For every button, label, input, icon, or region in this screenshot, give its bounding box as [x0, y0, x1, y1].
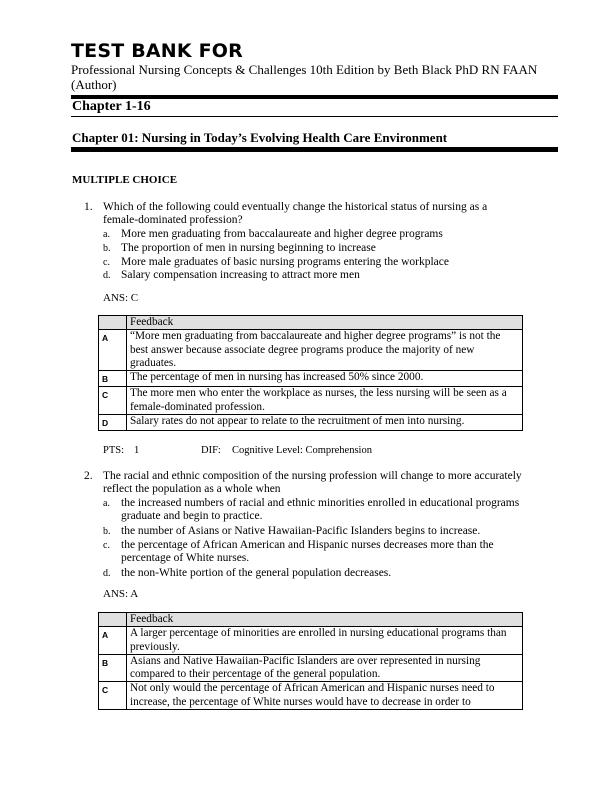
pts-label: PTS: — [103, 445, 125, 456]
option-letter: a. — [103, 498, 110, 509]
feedback-header: Feedback — [127, 613, 523, 627]
feedback-row — [99, 682, 523, 710]
feedback-row — [99, 387, 523, 415]
question-number: 1. — [84, 201, 93, 213]
option-text: the percentage of African American and Hispanic nurses decreases more than the percentage of White nurses. — [121, 539, 494, 565]
feedback-header-row — [99, 613, 523, 627]
chapter-range-rule — [71, 116, 558, 117]
question-2 — [72, 470, 542, 580]
option-letter: a. — [103, 229, 110, 240]
question-number: 2. — [84, 470, 93, 482]
feedback-letter: C — [99, 682, 127, 710]
section-heading: MULTIPLE CHOICE — [72, 174, 178, 186]
feedback-header-row — [99, 316, 523, 330]
feedback-text: Salary rates do not appear to relate to the recruitment of men into nursing. — [127, 415, 523, 431]
question-stem: Which of the following could eventually change the historical status of nursing as a female-dominated profession? — [103, 201, 488, 227]
feedback-text: A larger percentage of minorities are enrolled in nursing educational programs than previously. — [127, 627, 523, 655]
feedback-row — [99, 330, 523, 371]
option-text: the non-White portion of the general population decreases. — [121, 567, 392, 579]
feedback-text: Asians and Native Hawaiian-Pacific Islanders are over represented in nursing compared to their percentage of the general population. — [127, 654, 523, 682]
chapter-title-rule — [71, 147, 558, 152]
dif-value: Cognitive Level: Comprehension — [232, 445, 372, 456]
book-subtitle: Professional Nursing Concepts & Challenges 10th Edition by Beth Black PhD RN FAAN (Author) — [71, 62, 538, 92]
option-text: More men graduating from baccalaureate and higher degree programs — [121, 228, 443, 240]
chapter-range: Chapter 1-16 — [72, 99, 151, 114]
feedback-letter: D — [99, 415, 127, 431]
feedback-header: Feedback — [127, 316, 523, 330]
feedback-letter: A — [99, 330, 127, 371]
feedback-text: “More men graduating from baccalaureate and higher degree programs” is not the best answer because associate degree programs produce the majority of new graduates. — [127, 330, 523, 371]
pts-value: 1 — [134, 445, 140, 456]
answer-key: ANS: A — [103, 588, 139, 600]
option-text: The proportion of men in nursing beginning to increase — [121, 242, 376, 254]
option-letter: c. — [103, 540, 110, 551]
feedback-text: The more men who enter the workplace as nurses, the less nursing will be seen as a female-dominated profession. — [127, 387, 523, 415]
feedback-letter: C — [99, 387, 127, 415]
option-letter: b. — [103, 243, 111, 254]
option-text: Salary compensation increasing to attract more men — [121, 269, 360, 281]
feedback-table — [98, 612, 523, 710]
question-1 — [72, 201, 542, 281]
option-text: the number of Asians or Native Hawaiian-Pacific Islanders begins to increase. — [121, 525, 481, 537]
answer-key: ANS: C — [103, 292, 139, 304]
feedback-row — [99, 415, 523, 431]
feedback-letter: A — [99, 627, 127, 655]
option-letter: d. — [103, 270, 111, 281]
feedback-text: Not only would the percentage of African American and Hispanic nurses need to increase, the percentage of White nurses would have to decrease in order to — [127, 682, 523, 710]
option-letter: b. — [103, 526, 111, 537]
chapter-title: Chapter 01: Nursing in Today’s Evolving Health Care Environment — [72, 130, 448, 145]
option-letter: d. — [103, 568, 111, 579]
feedback-row — [99, 654, 523, 682]
feedback-row — [99, 371, 523, 387]
option-text: More male graduates of basic nursing programs entering the workplace — [121, 256, 449, 268]
document-title: TEST BANK FOR — [71, 40, 243, 62]
feedback-letter: B — [99, 371, 127, 387]
feedback-row — [99, 627, 523, 655]
feedback-text: The percentage of men in nursing has increased 50% since 2000. — [127, 371, 523, 387]
question-stem: The racial and ethnic composition of the nursing profession will change to more accurately reflect the population as a whole when — [103, 470, 522, 496]
option-text: the increased numbers of racial and ethnic minorities enrolled in educational programs graduate and begin to practice. — [121, 497, 520, 523]
option-letter: c. — [103, 257, 110, 268]
dif-label: DIF: — [201, 445, 221, 456]
feedback-table — [98, 315, 523, 431]
feedback-letter: B — [99, 654, 127, 682]
